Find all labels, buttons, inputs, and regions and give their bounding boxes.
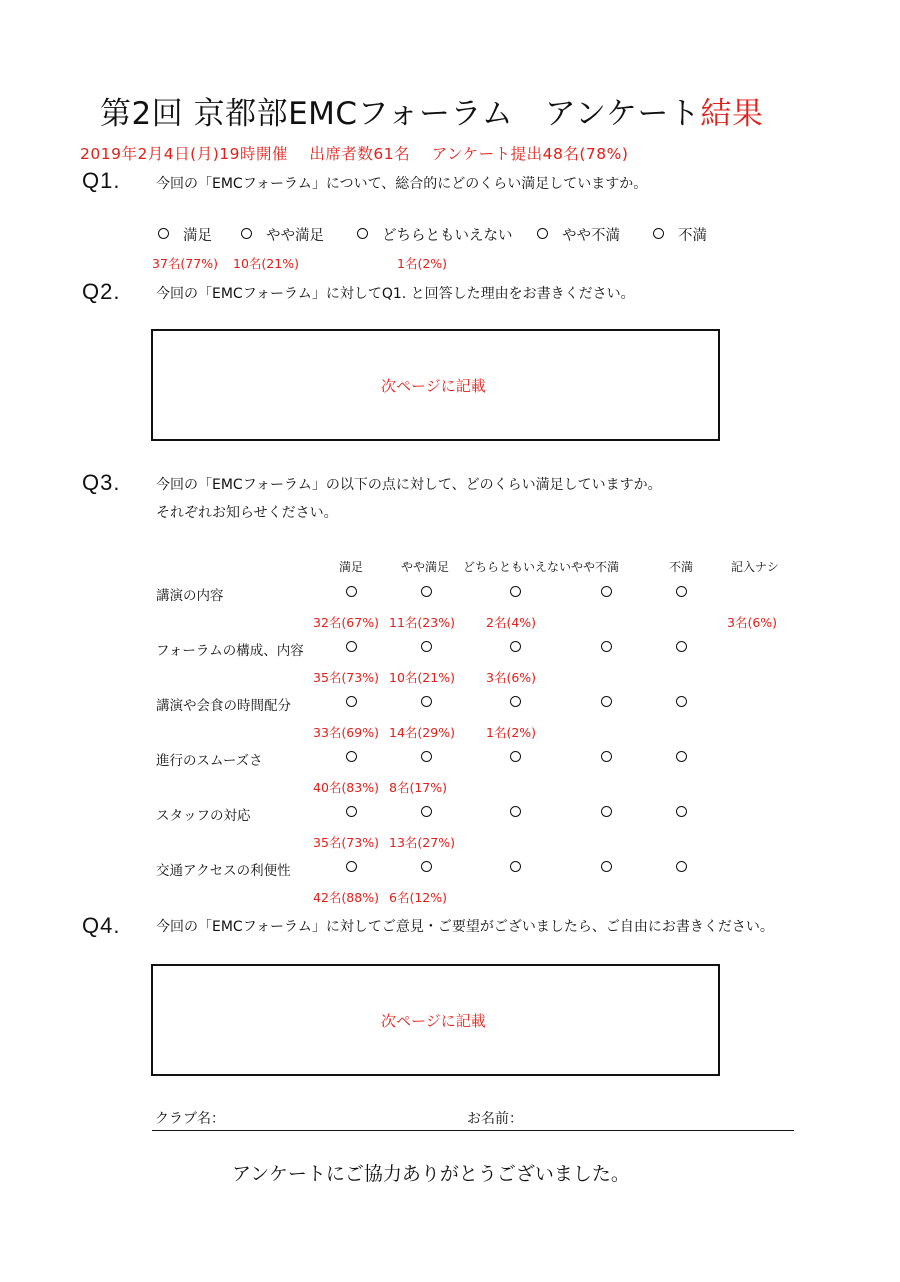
q2-label: Q2.: [82, 279, 121, 304]
q2-answer-box[interactable]: [151, 329, 720, 441]
title-result: 結果: [700, 96, 764, 132]
q3-radio[interactable]: [676, 751, 687, 762]
q3-radio[interactable]: [421, 806, 432, 817]
q3-radio[interactable]: [346, 586, 357, 597]
q3-row-label: 交通アクセスの利便性: [156, 863, 291, 879]
q3-row-count: 42名(88%): [313, 890, 379, 905]
q3-row-count: 33名(69%): [313, 725, 379, 740]
q4-box-text: 次ページに記載: [381, 1012, 486, 1030]
q3-radio[interactable]: [510, 696, 521, 707]
q3-radio[interactable]: [676, 861, 687, 872]
title-main: 第2回 京都部EMCフォーラム アンケート: [100, 96, 701, 132]
q3-radio[interactable]: [601, 861, 612, 872]
q3-row-label: 講演や会食の時間配分: [156, 698, 291, 714]
name-label: お名前：: [467, 1111, 523, 1127]
q3-row-count: 3名(6%): [486, 670, 537, 685]
q3-row-label: 進行のスムーズさ: [156, 753, 263, 769]
q3-row-label: フォーラムの構成、内容: [156, 643, 304, 659]
q3-col-satisfied: 満足: [339, 560, 364, 574]
q3-radio[interactable]: [346, 696, 357, 707]
q3-radio[interactable]: [346, 861, 357, 872]
q3-row-count: 13名(27%): [389, 835, 455, 850]
signature-line[interactable]: [152, 1130, 794, 1131]
q4-text: 今回の「EMCフォーラム」に対してご意見・ご要望がございましたら、ご自由にお書きください。: [156, 919, 774, 935]
q1-radio-dissatisfied[interactable]: [653, 228, 664, 239]
q1-count-satisfied: 37名(77%): [152, 256, 218, 271]
q3-radio[interactable]: [676, 696, 687, 707]
thanks-message: アンケートにご協力ありがとうございました。: [232, 1163, 630, 1185]
q3-radio[interactable]: [601, 641, 612, 652]
q3-radio[interactable]: [421, 696, 432, 707]
q3-row-count: 11名(23%): [389, 615, 455, 630]
q4-answer-box[interactable]: [151, 964, 720, 1076]
q1-radio-neutral[interactable]: [357, 228, 368, 239]
q3-row-count: 2名(4%): [486, 615, 537, 630]
q1-radio-somewhat-satisfied[interactable]: [241, 228, 252, 239]
q3-radio[interactable]: [510, 806, 521, 817]
q3-row-label: スタッフの対応: [156, 808, 251, 824]
q3-row-count: 35名(73%): [313, 835, 379, 850]
q3-radio[interactable]: [346, 806, 357, 817]
q3-text-line2: それぞれお知らせください。: [156, 505, 338, 521]
q3-row-count: 6名(12%): [389, 890, 447, 905]
q3-row-count: 35名(73%): [313, 670, 379, 685]
q1-count-somewhat-dissatisfied: 1名(2%): [397, 256, 448, 271]
q3-radio[interactable]: [346, 641, 357, 652]
q1-option-neutral: どちらともいえない: [382, 228, 513, 244]
q3-col-no-answer: 記入ナシ: [731, 560, 779, 574]
q1-label: Q1.: [82, 168, 121, 193]
q3-radio[interactable]: [510, 641, 521, 652]
q3-radio[interactable]: [676, 586, 687, 597]
q3-col-somewhat-dissatisfied: やや不満: [571, 560, 620, 574]
q3-radio[interactable]: [346, 751, 357, 762]
q3-row-label: 講演の内容: [156, 588, 224, 604]
q3-label: Q3.: [82, 470, 121, 495]
event-summary: 2019年2月4日(月)19時開催 出席者数61名 アンケート提出48名(78%): [80, 145, 629, 163]
q2-box-text: 次ページに記載: [381, 377, 486, 395]
q3-radio[interactable]: [510, 586, 521, 597]
q2-text: 今回の「EMCフォーラム」に対してQ1. と回答した理由をお書きください。: [156, 286, 635, 302]
q3-col-dissatisfied: 不満: [669, 560, 694, 574]
q1-text: 今回の「EMCフォーラム」について、総合的にどのくらい満足していますか。: [156, 176, 648, 192]
q3-row-count: 14名(29%): [389, 725, 455, 740]
q3-radio[interactable]: [510, 751, 521, 762]
q1-option-dissatisfied: 不満: [678, 228, 707, 244]
q1-option-satisfied: 満足: [183, 228, 212, 244]
club-name-label: クラブ名：: [155, 1111, 225, 1127]
q3-radio[interactable]: [421, 861, 432, 872]
q1-count-somewhat-satisfied: 10名(21%): [233, 256, 299, 271]
q1-option-somewhat-satisfied: やや満足: [266, 228, 324, 244]
q3-radio[interactable]: [676, 806, 687, 817]
q3-radio[interactable]: [510, 861, 521, 872]
q3-radio[interactable]: [421, 586, 432, 597]
q3-radio[interactable]: [601, 586, 612, 597]
q3-radio[interactable]: [421, 641, 432, 652]
q3-radio[interactable]: [421, 751, 432, 762]
q4-label: Q4.: [82, 913, 121, 938]
q3-row-count-no-answer: 3名(6%): [727, 615, 778, 630]
page-title: [100, 88, 763, 133]
q3-col-somewhat-satisfied: やや満足: [401, 560, 450, 574]
q3-col-neutral: どちらともいえない: [463, 560, 572, 574]
q3-radio[interactable]: [601, 751, 612, 762]
q3-row-count: 40名(83%): [313, 780, 379, 795]
q3-radio[interactable]: [601, 806, 612, 817]
q1-radio-somewhat-dissatisfied[interactable]: [537, 228, 548, 239]
q1-radio-satisfied[interactable]: [158, 228, 169, 239]
q3-radio[interactable]: [601, 696, 612, 707]
q3-row-count: 10名(21%): [389, 670, 455, 685]
q3-row-count: 32名(67%): [313, 615, 379, 630]
q3-text-line1: 今回の「EMCフォーラム」の以下の点に対して、どのくらい満足していますか。: [156, 477, 662, 493]
q1-option-somewhat-dissatisfied: やや不満: [562, 228, 620, 244]
q3-radio[interactable]: [676, 641, 687, 652]
q3-row-count: 1名(2%): [486, 725, 537, 740]
q3-row-count: 8名(17%): [389, 780, 447, 795]
